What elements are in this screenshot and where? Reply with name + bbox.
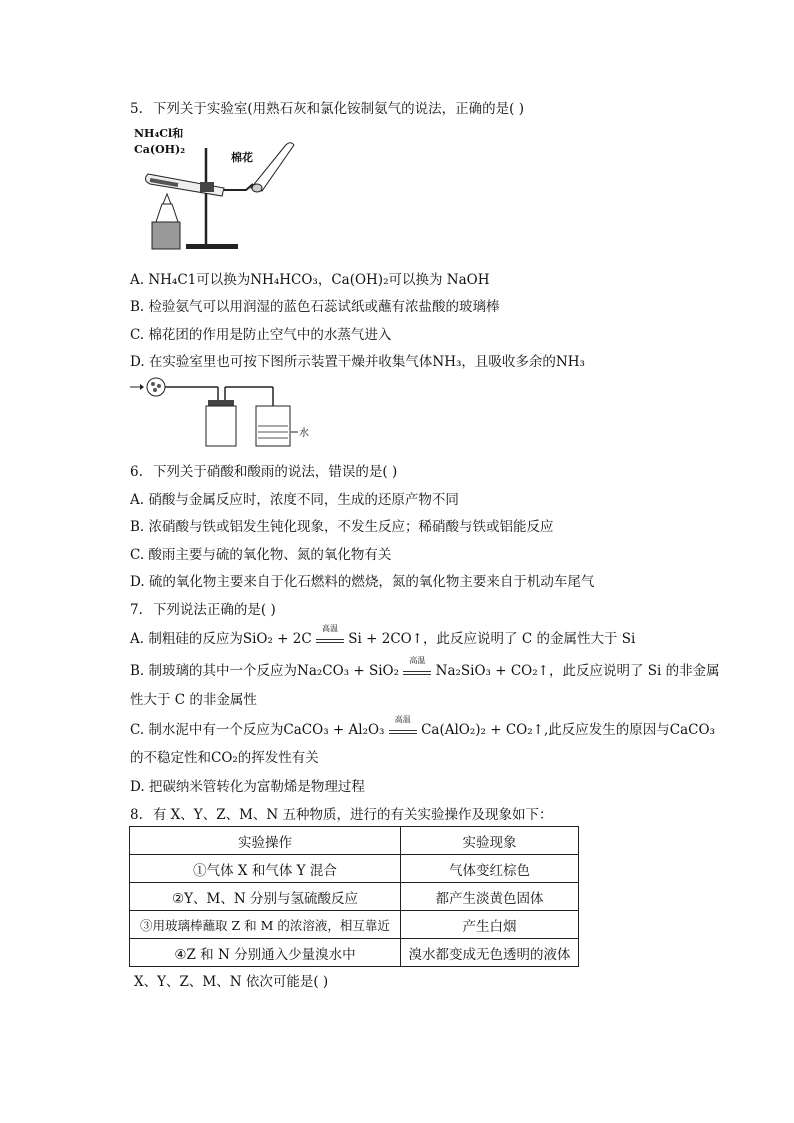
- q8-stem-text: 有 X、Y、Z、M、N 五种物质，进行的有关实验操作及现象如下：: [152, 807, 553, 823]
- q7-option-c: [130, 715, 715, 738]
- ammonia-apparatus-figure: [128, 124, 308, 256]
- q6-option-a: A. 硝酸与金属反应时，浓度不同，生成的还原产物不同: [130, 492, 459, 508]
- q7-option-b: [130, 656, 720, 679]
- q7-b-condition: 高温: [409, 656, 426, 665]
- table-cell-operation: ④Z 和 N 分别通入少量溴水中: [130, 939, 401, 967]
- q8-question-tail: X、Y、Z、M、N 依次可能是( ): [134, 974, 329, 990]
- q7-a-products: Si + 2CO↑，此反应说明了 C 的金属性大于 Si: [348, 631, 636, 647]
- table-header-row: [130, 827, 579, 855]
- q7-c-products: Ca(AlO₂)₂ + CO₂↑,此反应发生的原因与CaCO₃: [421, 722, 715, 738]
- table-row: [130, 911, 579, 939]
- table-cell-phenomenon: 溴水都变成无色透明的液体: [401, 939, 579, 967]
- q5-option-b: B. 检验氨气可以用润湿的蓝色石蕊试纸或蘸有浓盐酸的玻璃棒: [130, 299, 500, 315]
- q5-option-c: C. 棉花团的作用是防止空气中的水蒸气进入: [130, 327, 392, 343]
- q7-a-reactants: A. 制粗硅的反应为SiO₂ + 2C: [130, 631, 312, 647]
- table-row: [130, 939, 579, 967]
- table-cell-operation: ①气体 X 和气体 Y 混合: [130, 855, 401, 883]
- q5-stem-text: 下列关于实验室(用熟石灰和氯化铵制氨气的说法，正确的是( ): [152, 101, 524, 117]
- q7-option-b-line2: 性大于 C 的非金属性: [130, 692, 257, 708]
- q7-b-products: Na₂SiO₃ + CO₂↑，此反应说明了 Si 的非金属: [435, 663, 720, 679]
- q8-stem: [130, 803, 553, 823]
- q7-option-c-line2: 的不稳定性和CO₂的挥发性有关: [130, 750, 319, 766]
- experiment-table: [129, 826, 579, 967]
- q6-option-c: C. 酸雨主要与硫的氧化物、氮的氧化物有关: [130, 547, 392, 563]
- fig1-cotton-label: 棉花: [231, 151, 253, 164]
- q7-a-condition: 高温: [322, 624, 338, 633]
- table-cell-phenomenon: 气体变红棕色: [401, 855, 579, 883]
- fig1-reagent-line2: Ca(OH)₂: [134, 143, 186, 156]
- table-header-phenomenon: 实验现象: [401, 827, 579, 855]
- fig1-reagent-line1: NH₄Cl和: [134, 127, 184, 140]
- table-row: [130, 855, 579, 883]
- q6-option-d: D. 硫的氧化物主要来自于化石燃料的燃烧，氮的氧化物主要来自于机动车尾气: [130, 574, 595, 590]
- q7-a-reaction-arrow: [316, 624, 344, 643]
- q7-c-condition: 高温: [394, 715, 411, 724]
- q6-stem-text: 下列关于硝酸和酸雨的说法，错误的是( ): [152, 464, 398, 480]
- table-cell-operation: ③用玻璃棒蘸取 Z 和 M 的浓溶液，相互靠近: [130, 911, 401, 939]
- q6-number: 6.: [130, 464, 143, 480]
- q7-option-a: [130, 624, 636, 647]
- q7-stem-text: 下列说法正确的是( ): [152, 602, 276, 618]
- drying-collection-figure: [128, 376, 318, 450]
- q6-option-b: B. 浓硝酸与铁或铝发生钝化现象，不发生反应；稀硝酸与铁或铝能反应: [130, 519, 554, 535]
- table-header-operation: 实验操作: [130, 827, 401, 855]
- q7-number: 7.: [130, 602, 143, 618]
- q7-stem: [130, 598, 276, 618]
- q7-b-reaction-arrow: [403, 656, 431, 675]
- q7-c-reactants: C. 制水泥中有一个反应为CaCO₃ + Al₂O₃: [130, 722, 385, 738]
- table-row: [130, 883, 579, 911]
- q5-stem: [130, 97, 524, 117]
- table-cell-phenomenon: 都产生淡黄色固体: [401, 883, 579, 911]
- q7-c-reaction-arrow: [389, 715, 417, 734]
- q5-option-a: A. NH₄C1可以换为NH₄HCO₃，Ca(OH)₂可以换为 NaOH: [130, 272, 490, 288]
- q6-stem: [130, 460, 397, 480]
- q5-number: 5.: [130, 101, 143, 117]
- table-cell-phenomenon: 产生白烟: [401, 911, 579, 939]
- q8-number: 8.: [130, 807, 143, 823]
- q7-b-reactants: B. 制玻璃的其中一个反应为Na₂CO₃ + SiO₂: [130, 663, 400, 679]
- fig2-water-label: 水: [299, 428, 309, 439]
- table-cell-operation: ②Y、M、N 分别与氢硫酸反应: [130, 883, 401, 911]
- q7-option-d: D. 把碳纳米管转化为富勒烯是物理过程: [130, 779, 365, 795]
- q5-option-d: D. 在实验室里也可按下图所示装置干燥并收集气体NH₃，且吸收多余的NH₃: [130, 354, 585, 370]
